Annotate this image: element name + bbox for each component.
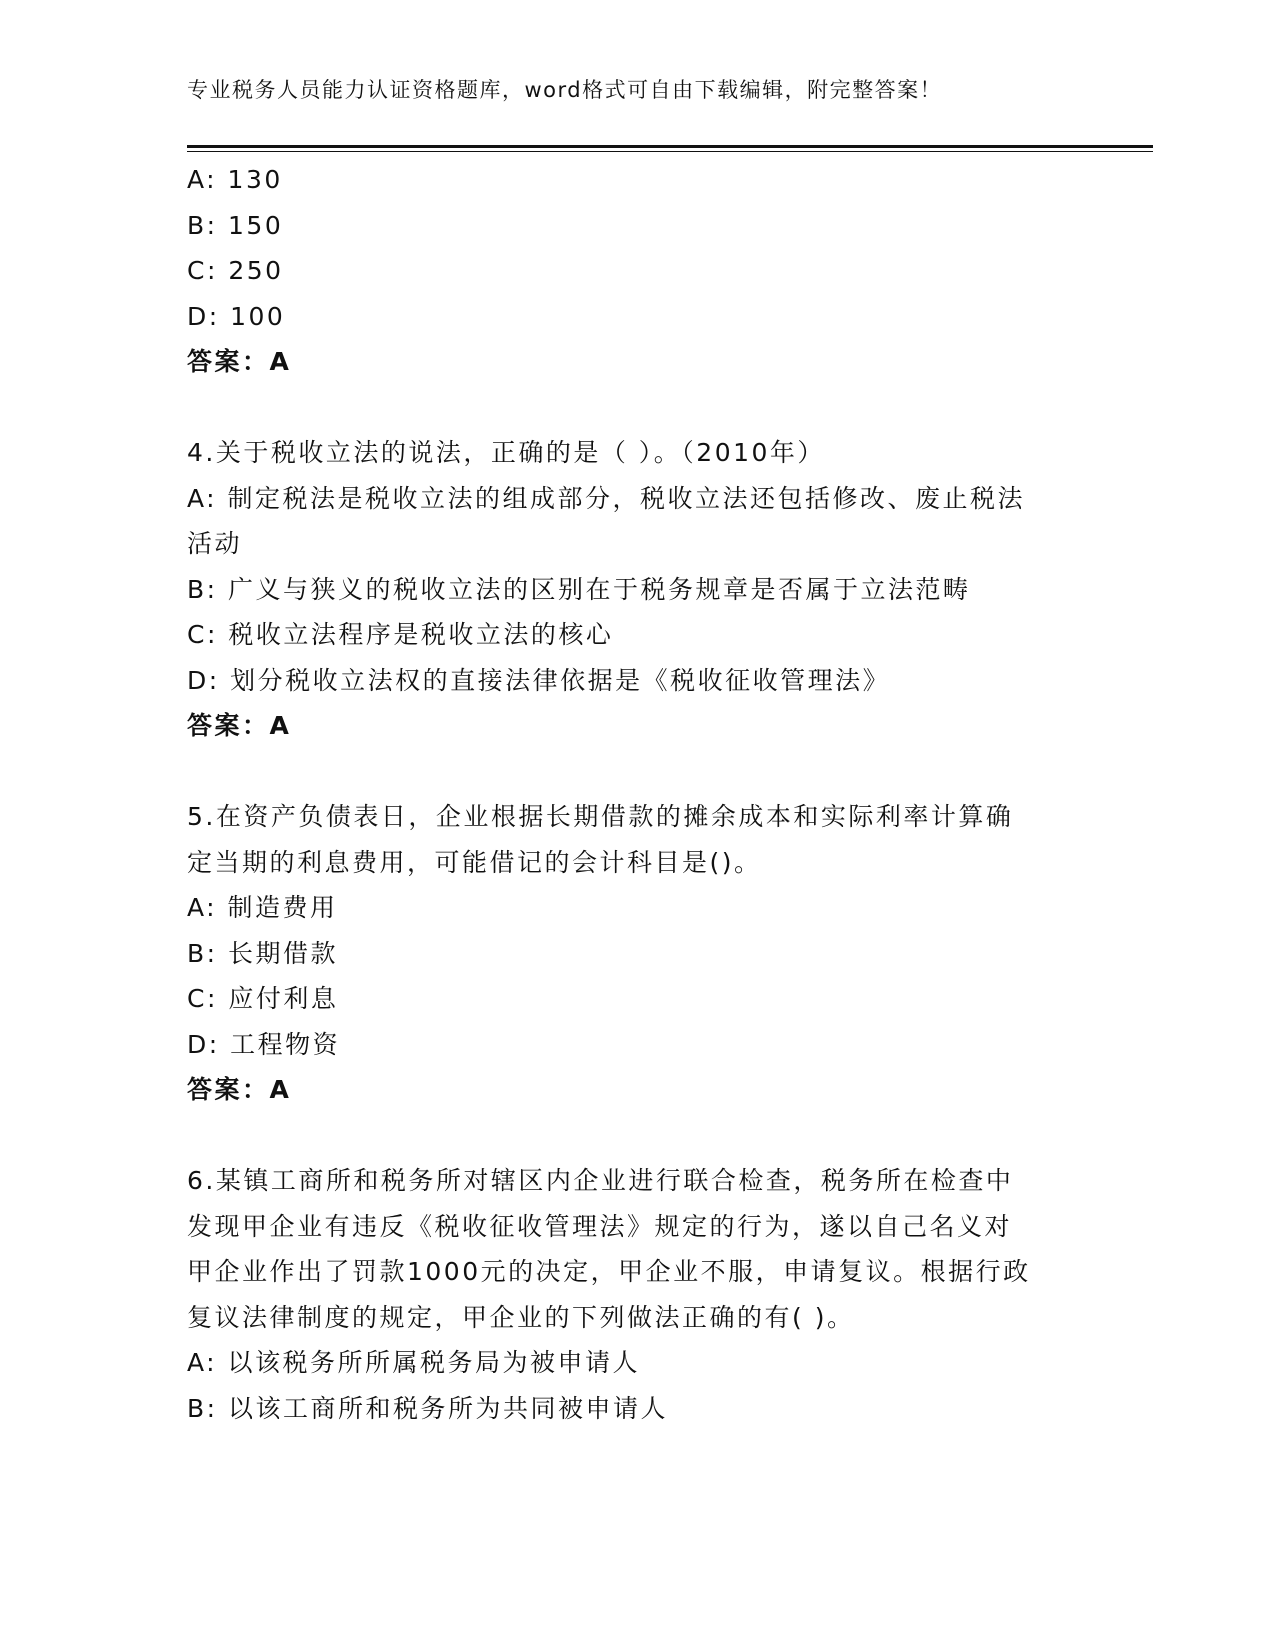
option-a: A: 以该税务所所属税务局为被申请人 <box>187 1348 641 1377</box>
option-d: D: 工程物资 <box>187 1029 341 1059</box>
option-b: B: 长期借款 <box>187 938 339 968</box>
header-divider-thin <box>187 151 1153 152</box>
answer: 答案：A <box>187 1075 292 1104</box>
option-b: B: 150 <box>187 210 284 240</box>
option-a-continued: 活动 <box>187 529 243 558</box>
question-stem: 6.某镇工商所和税务所对辖区内企业进行联合检查，税务所在检查中 <box>187 1166 1014 1195</box>
option-c: C: 税收立法程序是税收立法的核心 <box>187 620 614 649</box>
option-c: C: 250 <box>187 256 284 285</box>
option-d: D: 100 <box>187 301 286 331</box>
question-6 <box>187 1158 1087 1431</box>
question-stem-continued: 复议法律制度的规定，甲企业的下列做法正确的有( )。 <box>187 1302 855 1332</box>
spacer <box>187 749 1087 795</box>
question-stem-continued: 发现甲企业有违反《税收征收管理法》规定的行为，遂以自己名义对 <box>187 1211 1013 1241</box>
question-stem-continued: 定当期的利息费用，可能借记的会计科目是()。 <box>187 847 762 877</box>
page-header: 专业税务人员能力认证资格题库，word格式可自由下载编辑，附完整答案！ <box>187 78 943 102</box>
option-a: A: 制定税法是税收立法的组成部分，税收立法还包括修改、废止税法 <box>187 483 1026 513</box>
question-stem-continued: 甲企业作出了罚款1000元的决定，甲企业不服，申请复议。根据行政 <box>187 1257 1031 1286</box>
option-b: B: 以该工商所和税务所为共同被申请人 <box>187 1393 669 1423</box>
question-5 <box>187 794 1087 1113</box>
document-body <box>187 157 1087 1431</box>
header-divider-thick <box>187 145 1153 148</box>
question-4 <box>187 430 1087 749</box>
option-d: D: 划分税收立法权的直接法律依据是《税收征收管理法》 <box>187 665 891 695</box>
option-c: C: 应付利息 <box>187 984 339 1013</box>
spacer <box>187 1113 1087 1159</box>
question-stem: 4.关于税收立法的说法，正确的是（ ）。（2010年） <box>187 438 825 467</box>
option-a: A: 制造费用 <box>187 893 338 922</box>
question-3-tail <box>187 157 1087 385</box>
answer: 答案：A <box>187 711 292 740</box>
spacer <box>187 385 1087 431</box>
answer: 答案：A <box>187 347 292 376</box>
question-stem: 5.在资产负债表日，企业根据长期借款的摊余成本和实际利率计算确 <box>187 802 1014 831</box>
option-b: B: 广义与狭义的税收立法的区别在于税务规章是否属于立法范畴 <box>187 574 971 604</box>
option-a: A: 130 <box>187 165 283 194</box>
